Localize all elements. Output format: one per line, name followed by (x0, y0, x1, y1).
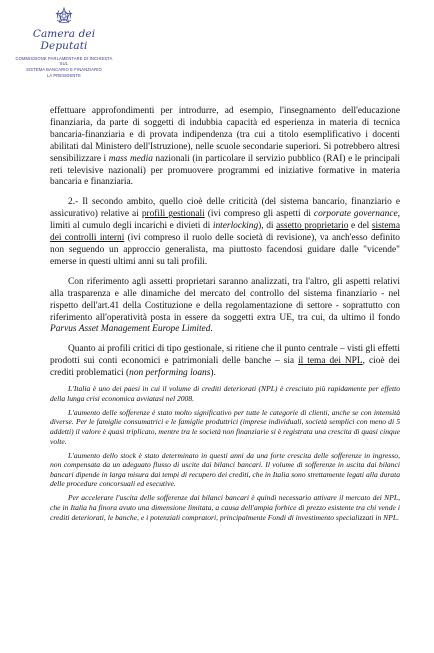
letterhead (14, 6, 114, 79)
paragraph-governance: 2.- Il secondo ambito, quello cioè delle criticità (del sistema bancario, finanziario e assicurativo) relative ai profili gestionali (ivi compreso gli aspetti di corporate governance, limiti al cumulo degli incarichi e divieti di interlocking), di assetto proprietario e del sistema dei controlli interni (ivi compreso il ruolo delle società di revisione), va anch'esso definito non seguendo un approccio generalista, ma piuttosto facendosi guidare dalle "vicende" emerse in questi ultimi anni su tali profili. (50, 197, 400, 267)
quote-stock-dynamics: L'aumento dello stock è stato determinato in questi anni da una forte crescita delle sofferenze in ingresso, non compensata da un adeguato flusso di uscite dai bilanci bancari. Il volume di sofferenze in uscita dai bilanci bancari dipende in larga misura dai tempi di recupero dei crediti, che in Italia sono strettamente legati alla durata delle procedure concorsuali ed esecutive. (50, 450, 400, 489)
paragraph-education: effettuare approfondimenti per introdurre, ad esempio, l'insegnamento dell'educazione finanziaria, da parte di soggetti di indubbia capacità ed esperienza in materia di tecnica bancaria-finanziaria e di provata indipendenza (tra cui a titolo esemplificativo i docenti abilitati dal Ministero dell'Istruzione), nelle scuole secondarie superiori. Si potrebbero altresì sensibilizzare i mass media nazionali (in particolare il servizio pubblico (RAI) e le principali reti televisive nazionali) per promuovere programmi ed iniziative formative in materia bancaria e finanziaria. (50, 106, 400, 188)
commission-line-1: COMMISSIONE PARLAMENTARE DI INCHIESTA SUL (15, 56, 113, 67)
document-body (50, 106, 400, 527)
paragraph-ownership: Con riferimento agli assetti proprietari saranno analizzati, tra l'altro, gli aspetti relativi alla trasparenza e alle dinamiche del mercato del controllo del sistema finanziario - nel rispetto dell'art.41 della Costituzione e della regolamentazione di settore - soprattutto con riferimento all'operatività posta in essere da soggetti extra UE, tra cui, da ultimo il fondo Parvus Asset Management Europe Limited. (50, 276, 400, 335)
quote-npl-market: Per accelerare l'uscita delle sofferenze dai bilanci bancari è quindi necessario attivare il mercato dei NPL, che in Italia ha finora avuto una dimensione limitata, a causa dell'ampia forbice di prezzo esistente tra chi vende i crediti deteriorati, le banche, e i potenziali compratori, principalmente Fondi di investimento specializzati in NPL. (50, 493, 400, 522)
commission-line-2: SISTEMA BANCARIO E FINANZIARIO (26, 66, 102, 72)
letterhead-role: LA PRESIDENTE (46, 73, 82, 79)
letterhead-title: Camera dei Deputati (32, 28, 96, 52)
paragraph-npl: Quanto ai profili critici di tipo gestionale, si ritiene che il punto centrale – visti gli effetti prodotti sui conti economici e patrimoniali delle banche – sia il tema dei NPL, cioè dei crediti problematici (non performing loans). (50, 344, 400, 379)
quote-npl-growth: L'Italia è uno dei paesi in cui il volume di crediti deteriorati (NPL) è cresciuto più rapidamente per effetto della lunga crisi economica avviatasi nel 2008. (50, 384, 400, 403)
quote-bad-loans-increase: L'aumento delle sofferenze è stato molto significativo per tutte le categorie di clienti, anche se con intensità diverse. Per le famiglie consumatrici e le famiglie produttrici (imprese individuali, società semplici con meno di 5 addetti) il valore è quasi triplicato, mentre tra le società non finanziarie si è registrata una crescita di quasi cinque volte. (50, 407, 400, 446)
republic-emblem-icon (54, 6, 74, 26)
letterhead-commission (14, 56, 114, 79)
